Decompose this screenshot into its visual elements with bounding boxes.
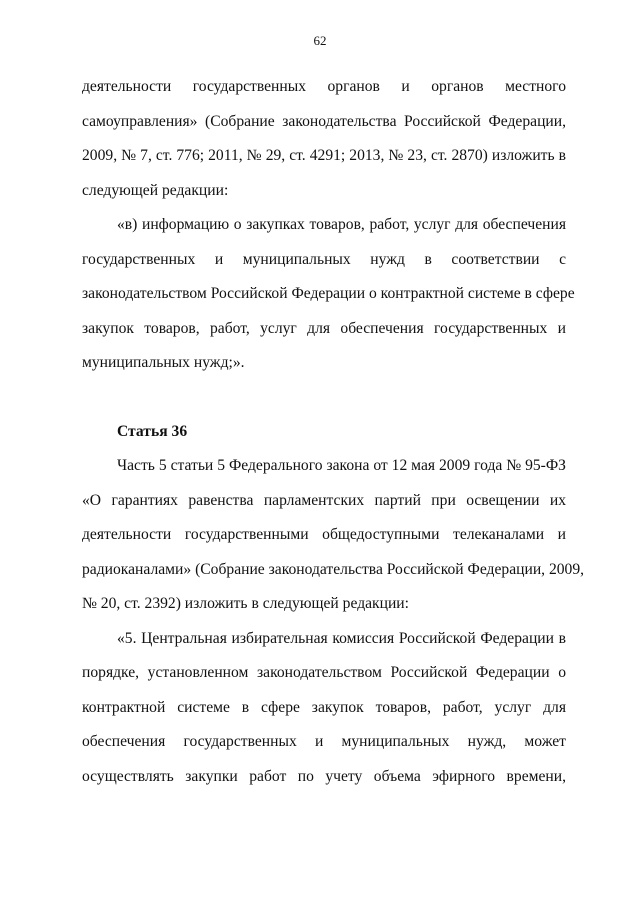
text-line: «в) информацию о закупках товаров, работ, услуг для обеспечения [117,216,566,233]
text-line: Часть 5 статьи 5 Федерального закона от 12 мая 2009 года № 95-ФЗ [117,457,566,474]
article-quote-paragraph [82,622,566,795]
text-line: следующей редакции: [82,181,229,199]
text-line: муниципальных нужд;». [82,354,245,371]
text-line: закупок товаров, работ, услуг для обеспечения государственных и [82,319,566,337]
page-number: 62 [313,33,327,48]
article-intro-paragraph [82,449,585,622]
quoted-item-v-paragraph [82,208,575,381]
text-line: обеспечения государственных и муниципальных нужд, может [82,733,566,750]
text-line: деятельности государственных органов и органов местного [82,78,566,95]
text-line: государственных и муниципальных нужд в соответствии с [82,250,566,268]
text-line: осуществлять закупки работ по учету объема эфирного времени, [82,767,566,785]
text-line: «5. Центральная избирательная комиссия Российской Федерации в [117,629,566,647]
spacer [82,381,566,415]
document-body [82,70,585,794]
text-line: 2009, № 7, ст. 776; 2011, № 29, ст. 4291; 2013, № 23, ст. 2870) изложить в [82,147,566,164]
text-line: «О гарантиях равенства парламентских партий при освещении их [82,491,566,509]
text-line: радиоканалами» (Собрание законодательства Российской Федерации, 2009, [82,560,585,578]
text-line: контрактной системе в сфере закупок товаров, работ, услуг для [82,698,566,716]
text-line: самоуправления» (Собрание законодательства Российской Федерации, [82,112,566,130]
text-line: № 20, ст. 2392) изложить в следующей редакции: [82,595,409,612]
text-line: деятельности государственными общедоступными телеканалами и [82,526,566,543]
text-line: порядке, установленном законодательством Российской Федерации о [82,664,566,681]
continuation-paragraph [82,70,566,208]
article-heading: Статья 36 [117,422,188,440]
article-section [82,415,585,795]
text-line: законодательством Российской Федерации о контрактной системе в сфере [82,285,575,302]
